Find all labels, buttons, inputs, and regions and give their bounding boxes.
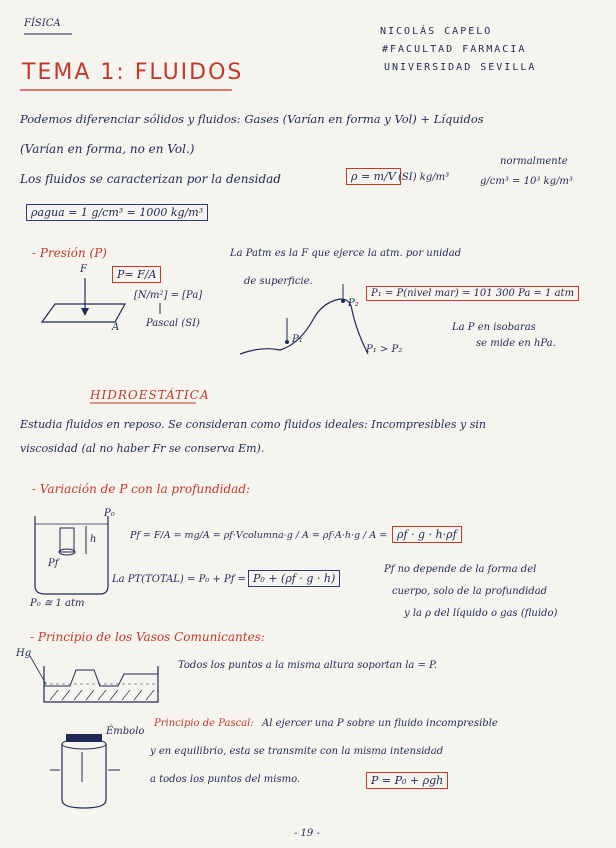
depth-note3: y la ρ del líquido o gas (fluido) bbox=[404, 608, 558, 619]
depth-heading: - Variación de P con la profundidad: bbox=[32, 482, 251, 496]
hydro-heading: HIDROESTÁTICA bbox=[90, 388, 210, 402]
p2-label: P₂ bbox=[348, 298, 359, 309]
pf-formula: Pf = F/A = mg/A = ρf·Vcolumna·g / A = ρf·A·h·g / A = bbox=[130, 530, 388, 541]
p0-atm: P₀ ≅ 1 atm bbox=[30, 598, 85, 609]
hydro-line2: viscosidad (al no haber Fr se conserva Em). bbox=[20, 442, 265, 455]
page-number: - 19 - bbox=[294, 828, 320, 839]
intro-line3: Los fluidos se caracterizan por la densidad bbox=[20, 172, 281, 186]
pascal-heading: Principio de Pascal: bbox=[154, 718, 254, 729]
p0-label: P₀ bbox=[104, 508, 115, 519]
patm-definition1: La Patm es la F que ejerce la atm. por unidad bbox=[230, 248, 462, 259]
isobars-line1: La P en isobaras bbox=[452, 322, 536, 333]
depth-note1: Pf no depende de la forma del bbox=[384, 564, 537, 575]
hydro-line1: Estudia fluidos en reposo. Se consideran como fluidos ideales: Incompresibles y sin bbox=[20, 418, 487, 431]
container-diagram bbox=[35, 516, 108, 594]
pressure-heading: - Presión (P) bbox=[32, 246, 107, 260]
embolo-label: Émbolo bbox=[106, 726, 145, 737]
pascal-line3: a todos los puntos del mismo. bbox=[150, 774, 301, 785]
pressure-formula: P= F/A bbox=[112, 266, 161, 283]
pf-result: ρf · g · h·ρf bbox=[392, 526, 462, 543]
total-result: P₀ + (ρf · g · h) bbox=[248, 570, 340, 587]
total-formula: La PT(TOTAL) = P₀ + Pf = bbox=[112, 574, 247, 585]
force-label: F bbox=[80, 264, 87, 275]
pascal-line2: y en equilibrio, esta se transmite con la misma intensidad bbox=[150, 746, 444, 757]
atm-formula: P₁ = P(nivel mar) = 101 300 Pa = 1 atm bbox=[366, 286, 579, 301]
h-label: h bbox=[90, 534, 97, 545]
pascal-line1: Al ejercer una P sobre un fluido incompresible bbox=[262, 718, 498, 729]
p1-greater-p2: P₁ > P₂ bbox=[366, 344, 403, 355]
hg-label: Hg bbox=[16, 648, 32, 659]
density-units: (SI) kg/m³ bbox=[398, 172, 450, 183]
author-name: NICOLÁS CAPELO bbox=[380, 26, 493, 37]
depth-note2: cuerpo, solo de la profundidad bbox=[392, 586, 548, 597]
water-density-box: ρagua = 1 g/cm³ = 1000 kg/m³ bbox=[26, 204, 208, 221]
intro-line1: Podemos diferenciar sólidos y fluidos: Gases (Varían en forma y Vol) + Líquidos bbox=[20, 112, 484, 126]
subject-label: FÍSICA bbox=[24, 18, 61, 29]
page-title: TEMA 1: FLUIDOS bbox=[22, 60, 244, 85]
author-university: UNIVERSIDAD SEVILLA bbox=[384, 62, 537, 73]
density-formula: ρ = m/V bbox=[346, 168, 401, 185]
pressure-units: [N/m²] = [Pa] bbox=[134, 290, 203, 301]
normally-label: normalmente bbox=[500, 156, 568, 167]
pf-label: Pf bbox=[48, 558, 59, 569]
vessels-diagram bbox=[30, 656, 158, 702]
author-faculty: #FACULTAD FARMACIA bbox=[382, 44, 527, 55]
isobars-line2: se mide en hPa. bbox=[476, 338, 556, 349]
embolo-diagram bbox=[50, 734, 120, 808]
pascal-label: Pascal (SI) bbox=[146, 318, 200, 329]
vessels-text: Todos los puntos a la misma altura soportan la = P. bbox=[178, 660, 437, 671]
vessels-heading: - Principio de los Vasos Comunicantes: bbox=[30, 630, 265, 644]
area-label: A bbox=[112, 322, 120, 333]
intro-line2: (Varían en forma, no en Vol.) bbox=[20, 142, 195, 156]
pascal-formula: P = P₀ + ρgh bbox=[366, 772, 448, 789]
mountain-diagram bbox=[240, 284, 368, 354]
p1-label: P₁ bbox=[292, 334, 303, 345]
normally-value: g/cm³ = 10³ kg/m³ bbox=[480, 176, 573, 187]
pressure-plate-diagram bbox=[42, 278, 125, 322]
patm-definition2: de superficie. bbox=[244, 276, 313, 287]
